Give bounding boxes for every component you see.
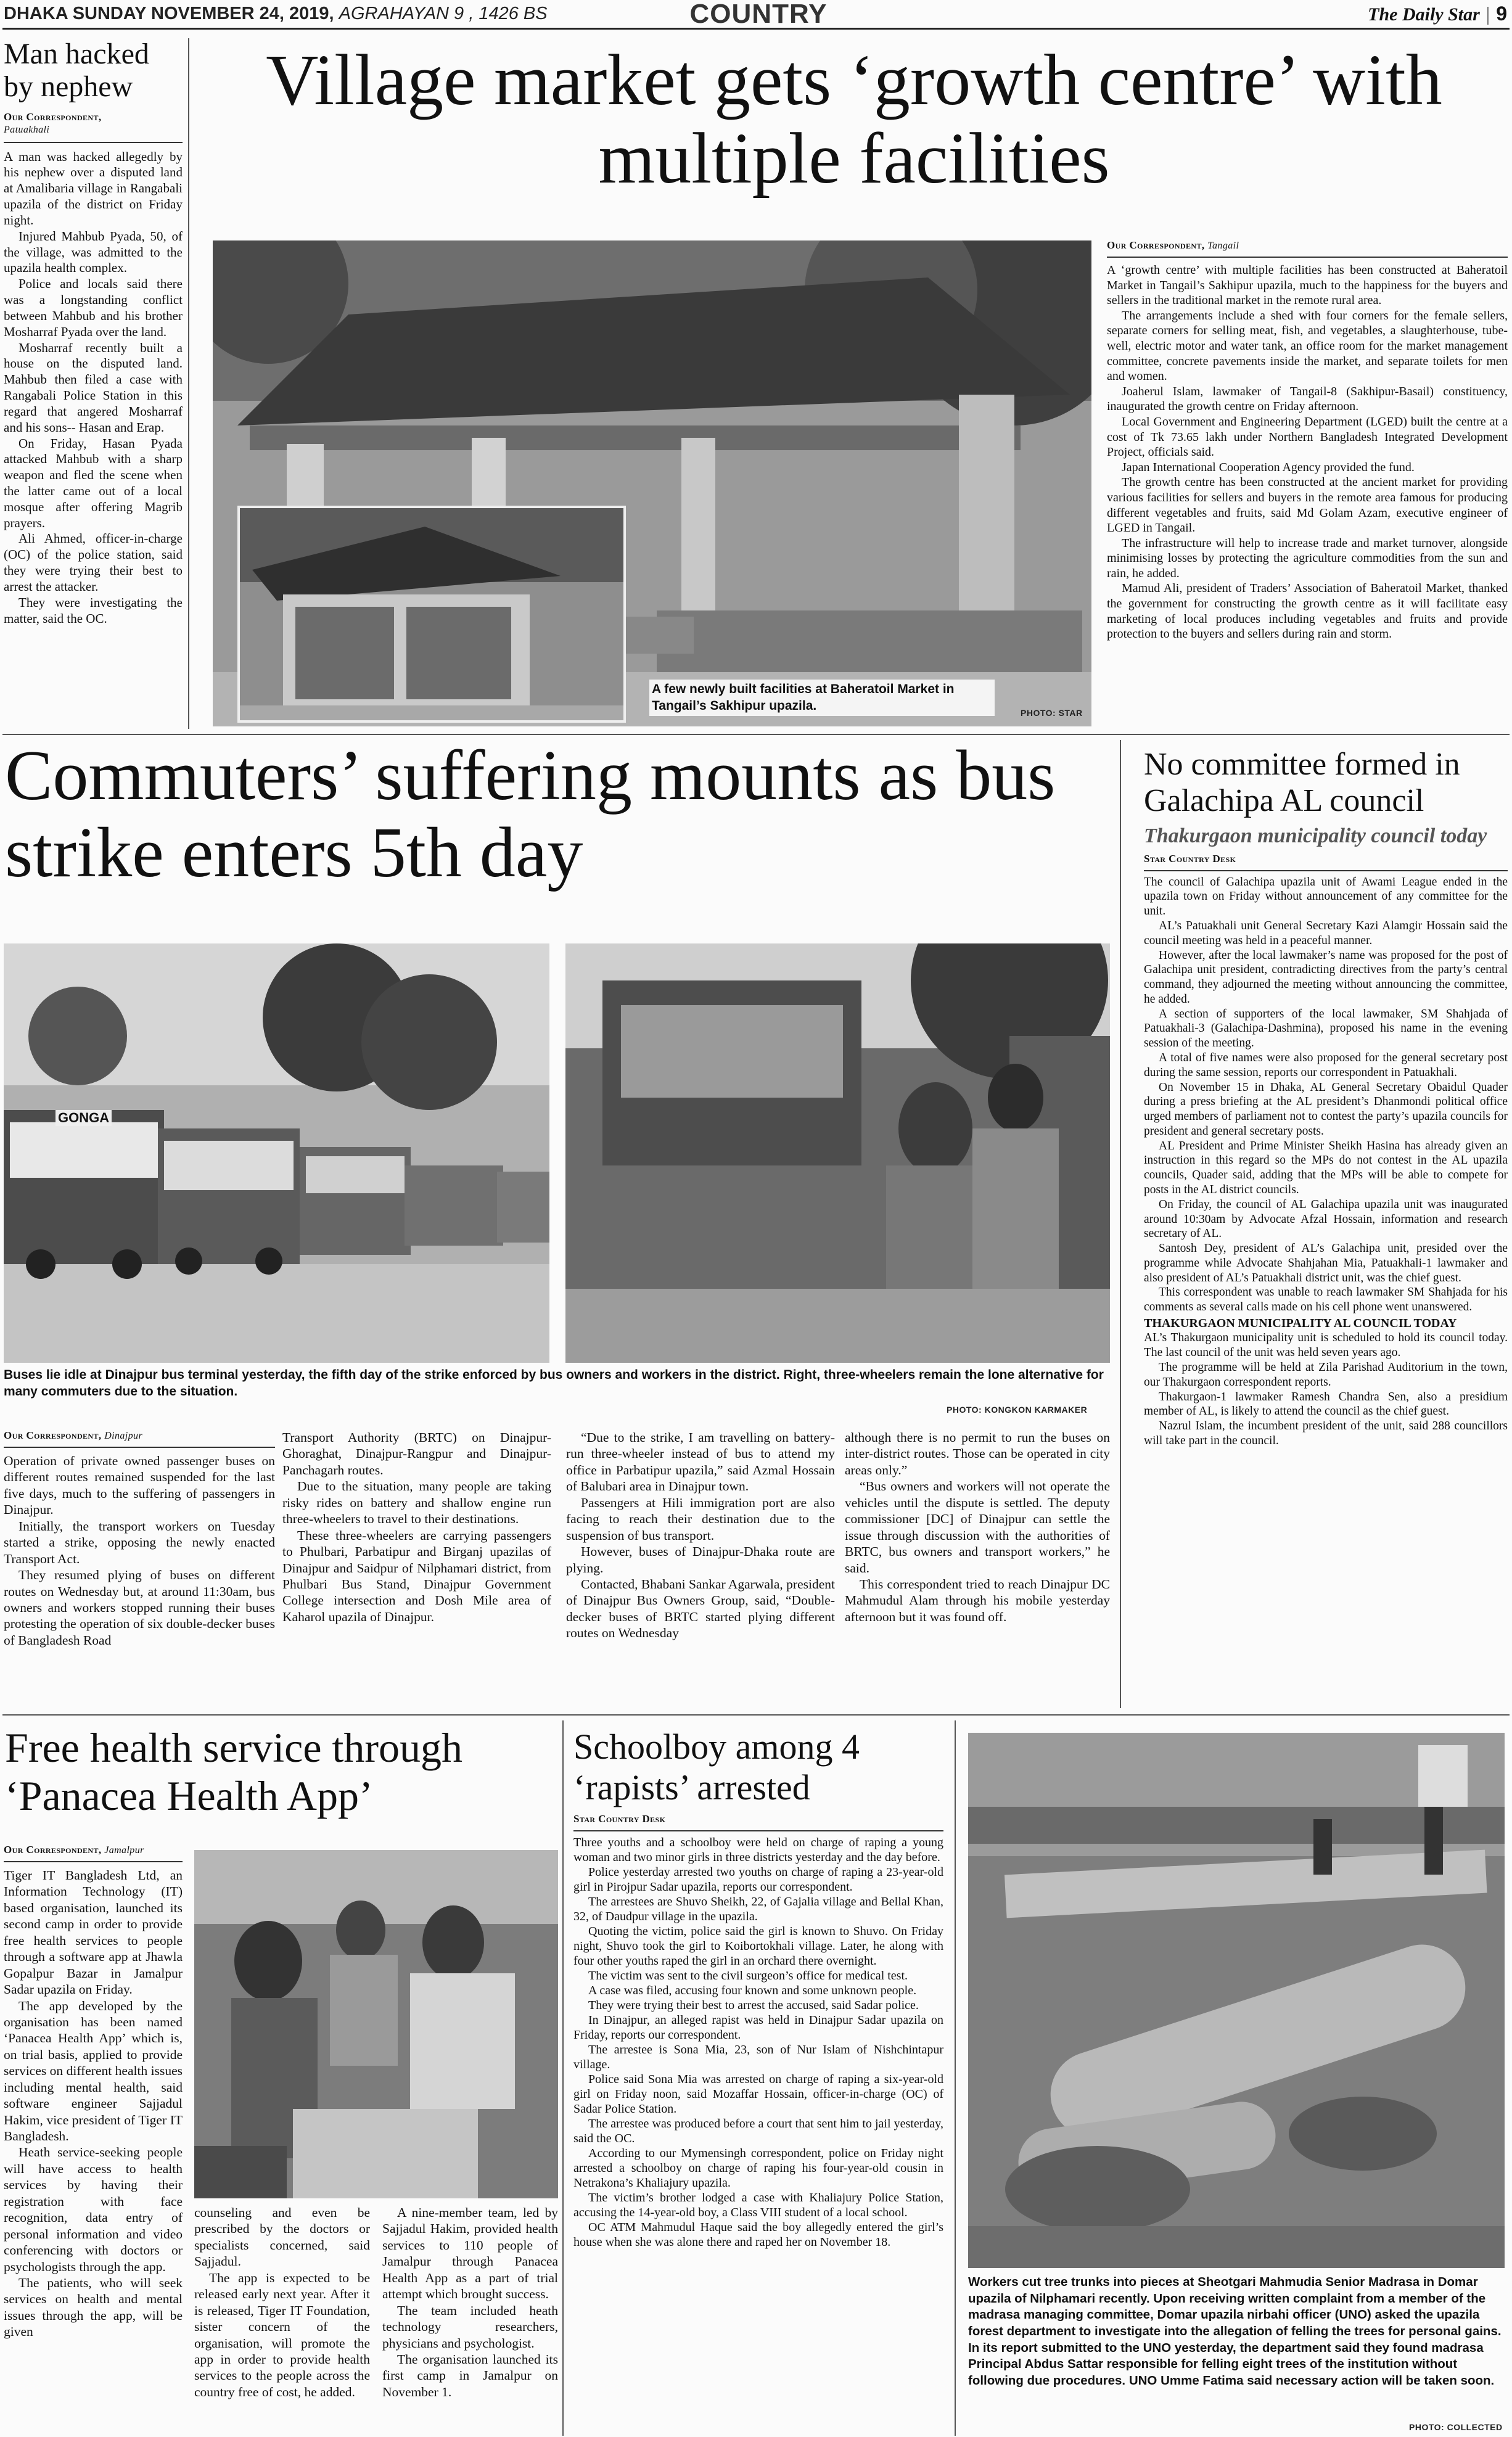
photo-idle-buses: [4, 943, 549, 1363]
paragraph: The app is expected to be released early next year. After it is released, Tiger IT Foundation, sister concern of the organisation, will promote the app in order to provide health services to the people across the country free of cost, he added.: [194, 2270, 370, 2399]
byline-location: Tangail: [1207, 240, 1239, 251]
byline-text: Our Correspondent,: [1107, 239, 1205, 251]
paragraph: The team included heath technology researchers, physicians and psychologist.: [382, 2303, 558, 2351]
paragraph: Local Government and Engineering Department (LGED) built the centre at a cost of Tk 73.65 lakh under Northern Bangladesh Integrated Development Project, officials said.: [1107, 414, 1508, 459]
byline-location: Jamalpur: [104, 1845, 144, 1855]
headline-health-app: Free health service through ‘Panacea Health App’: [5, 1724, 463, 1819]
paragraph: AL President and Prime Minister Sheikh Hasina has already given an instruction in this regard so the MPs do not contest in the AL upazila councils, Quader said, adding that the MPs will be able to compete for posts in the AL district councils.: [1144, 1139, 1508, 1197]
headline-village-market: Village market gets ‘growth centre’ with multiple facilities: [266, 39, 1442, 199]
paragraph: Due to the situation, many people are taking risky rides on battery and shallow engine run three-wheelers to travel to their destinations.: [282, 1479, 551, 1527]
paragraph: On Friday, the council of AL Galachipa upazila unit was inaugurated around 10:30am by Advocate Afzal Hossain, information and research secretary of AL.: [1144, 1198, 1508, 1241]
body-bus-strike-col-1: [4, 1453, 275, 1648]
byline-location: Patuakhali: [4, 124, 50, 135]
byline-text: Our Correspondent,: [4, 110, 102, 123]
folio-bangla-date: AGRAHAYAN 9 , 1426 BS: [339, 4, 548, 23]
photo-market-shed: [213, 240, 1091, 726]
paragraph: OC ATM Mahmudul Haque said the boy allegedly entered the girl’s house when she was alone there and raped her on November 18.: [573, 2221, 943, 2250]
photo-health-camp: [194, 1850, 558, 2198]
body-health-app-col-1: [4, 1867, 183, 2340]
caption-tree-felling: Workers cut tree trunks into pieces at Sheotgari Mahmudia Senior Madrasa in Domar upazila of Nilphamari recently. Upon receiving written complaint from a member of the madrasa managing committee, Domar upazila nirbahi officer (UNO) asked the upazila forest department to investigate into the allegation of felling the trees for personal gains. In its report submitted to the UNO yesterday, the department said they found madrasa Principal Abdus Sattar responsible for felling eight trees of the institution without following due procedures. UNO Umme Fatima said necessary action will be taken soon.: [968, 2275, 1502, 2388]
paragraph: They resumed plying of buses on different routes on Wednesday but, at around 11:30am, bus owners and workers stopped running their buses protesting the operation of six double-decker buses of Bangladesh Road: [4, 1568, 275, 1648]
body-village-market: [1107, 263, 1508, 642]
paragraph: The infrastructure will help to increase trade and market turnover, alongside minimising losses by protecting the agriculture commodities from the sun and rain, he added.: [1107, 536, 1508, 580]
folio-city-date: DHAKA SUNDAY NOVEMBER 24, 2019,: [4, 4, 334, 23]
paragraph: The growth centre has been constructed at the ancient market for providing various facilities for sellers and buyers in the remote area famous for producing different vegetables and fruits, said Md Golam Azam, executive engineer of LGED in Tangail.: [1107, 475, 1508, 535]
credit-tree-felling: PHOTO: COLLECTED: [1409, 2422, 1503, 2432]
byline-location: Dinajpur: [104, 1431, 143, 1441]
paragraph: The victim’s brother lodged a case with Khaliajury Police Station, accusing the 14-year-old boy, a Class VIII student of a local school.: [573, 2191, 943, 2220]
folio-date: [4, 4, 548, 24]
masthead-logo: The Daily Star: [1368, 4, 1480, 25]
paragraph: A man was hacked allegedly by his nephew over a disputed land at Amalibaria village in Rangabali upazila of the district on Friday night.: [4, 149, 183, 228]
inset-photo-kiosk: [237, 506, 626, 723]
byline-schoolboy: Star Country Desk: [573, 1813, 666, 1825]
paragraph: Ali Ahmed, officer-in-charge (OC) of the police station, said they were trying their best to arrest the attacker.: [4, 531, 183, 594]
paragraph: They were investigating the matter, said the OC.: [4, 594, 183, 626]
byline-village-market: [1107, 239, 1508, 252]
paragraph: Police said Sona Mia was arrested on charge of raping a six-year-old girl on Friday noon, said Mozaffar Hossain, officer-in-charge (OC) of Sadar Police Station.: [573, 2073, 943, 2116]
paragraph: This correspondent tried to reach Dinajpur DC Mahmudul Alam through his mobile yesterday afternoon but it was found off.: [845, 1576, 1110, 1624]
photo-tree-felling: [968, 1733, 1505, 2268]
body-bus-strike-col-2: [282, 1429, 551, 1625]
paragraph: “Bus owners and workers will not operate the vehicles until the dispute is settled. The deputy commissioner [DC] of Dinajpur can settle the issue through discussion with the authorities of BRTC, bus owners and transport workers,” he said.: [845, 1479, 1110, 1576]
paragraph: The patients, who will seek services on health and mental issues through the app, will be given: [4, 2275, 183, 2340]
paragraph: On November 15 in Dhaka, AL General Secretary Obaidul Quader during a press briefing at the AL president’s Dhanmondi political office urged members of parliament not to contest the party’s upazila councils for president and general secretary posts.: [1144, 1080, 1508, 1138]
paragraph: The arrestees are Shuvo Sheikh, 22, of Gajalia village and Bellal Khan, 32, of Daudpur village in the upazila.: [573, 1895, 943, 1924]
paragraph: A ‘growth centre’ with multiple facilities has been constructed at Baheratoil Market in Tangail’s Sakhipur upazila, much to the happiness for the buyers and sellers in the traditional market in the remote rural area.: [1107, 263, 1508, 308]
paragraph: Police yesterday arrested two youths on charge of raping a 23-year-old girl in Pirojpur Sadar upazila, reports our correspondent.: [573, 1865, 943, 1894]
body-galachipa: [1144, 875, 1508, 1315]
paragraph: AL’s Patuakhali unit General Secretary Kazi Alamgir Hossain said the council meeting was held in a peaceful manner.: [1144, 919, 1508, 947]
byline-health-app: [4, 1844, 183, 1856]
body-bus-strike-col-3: [566, 1429, 835, 1642]
byline-text: Our Correspondent,: [4, 1844, 102, 1855]
byline-man-hacked: [4, 111, 183, 136]
paragraph: The organisation launched its first camp in Jamalpur on November 1.: [382, 2351, 558, 2399]
paragraph: A case was filed, accusing four known and some unknown people.: [588, 1984, 917, 1998]
story-man-hacked: [4, 38, 183, 627]
paragraph: Passengers at Hili immigration port are also facing to reach their destination due to the suspension of bus transport.: [566, 1495, 835, 1543]
paragraph: Initially, the transport workers on Tuesday started a strike, opposing the newly enacted Transport Act.: [4, 1518, 275, 1566]
paragraph: AL’s Thakurgaon municipality unit is scheduled to hold its council today. The last council of the unit was held seven years ago.: [1144, 1331, 1508, 1360]
paragraph: The app developed by the organisation has been named ‘Panacea Health App’ which is, on trial basis, applied to provide services on different health issues including mental health, said software engineer Sajjadul Hakim, vice president of Tiger IT Bangladesh.: [4, 1998, 183, 2143]
paragraph: Quoting the victim, police said the girl is known to Shuvo. On Friday night, Shuvo took the girl to Koibortokhali village. Later, he along with four other youths raped the girl in an orchard there overnight.: [573, 1925, 943, 1968]
paragraph: Thakurgaon-1 lawmaker Ramesh Chandra Sen, also a presidium member of AL, is likely to attend the council as the chief guest.: [1144, 1390, 1508, 1418]
paragraph: They were trying their best to arrest the accused, said Sadar police.: [588, 1999, 919, 2013]
body-schoolboy: [573, 1835, 943, 2250]
byline-text: Our Correspondent,: [4, 1429, 102, 1441]
paragraph: The victim was sent to the civil surgeon’s office for medical test.: [588, 1969, 908, 1983]
paragraph: According to our Mymensingh correspondent, police on Friday night arrested a schoolboy on charge of raping his four-year-old cousin in Netrakona’s Khaliajury upazila.: [573, 2147, 943, 2190]
paragraph: Injured Mahbub Pyada, 50, of the village, was admitted to the upazila health complex.: [4, 228, 183, 276]
paragraph: However, after the local lawmaker’s name was proposed for the post of Galachipa unit president, contradicting directives from the party’s central command, they adjourned the meeting without announcing the committee, he added.: [1144, 948, 1508, 1006]
byline-bus-strike: [4, 1429, 275, 1442]
body-health-app-col-3: [382, 2205, 558, 2400]
paragraph: Santosh Dey, president of AL’s Galachipa unit, presided over the programme while Advocate Shahjahan Mia, Patuakhali-1 lawmaker and also president of AL’s Patuakhali district unit, was the chief guest.: [1144, 1242, 1508, 1284]
paragraph: Operation of private owned passenger buses on different routes remained suspended for the last five days, much to the suffering of passengers in Dinajpur.: [4, 1453, 275, 1518]
paragraph: In Dinajpur, an alleged rapist was held in Dinajpur Sadar upazila on Friday, reports our correspondent.: [573, 2013, 943, 2042]
subhead-galachipa: Thakurgaon municipality council today: [1144, 824, 1487, 847]
paragraph: A total of five names were also proposed for the general secretary post during the same session, reports our correspondent in Patuakhali.: [1144, 1051, 1508, 1079]
credit-village-market: PHOTO: STAR: [1021, 708, 1083, 718]
paragraph: Police and locals said there was a longstanding conflict between Mahbub and his brother Mosharraf Pyada over the land.: [4, 276, 183, 339]
credit-bus-strike: PHOTO: KONGKON KARMAKER: [947, 1405, 1088, 1415]
headline-man-hacked: Man hacked by nephew: [4, 38, 149, 103]
paragraph: The programme will be held at Zila Parishad Auditorium in the town, our Thakurgaon correspondent reports.: [1144, 1361, 1508, 1389]
paragraph: A section of supporters of the local lawmaker, SM Shahjada of Patuakhali-3 (Galachipa-Dashmina), proposed his name in the evening session of the meeting.: [1144, 1007, 1508, 1050]
paragraph: Japan International Cooperation Agency provided the fund.: [1122, 460, 1415, 474]
paragraph: Three youths and a schoolboy were held on charge of raping a young woman and two minor girls in three districts yesterday and the day before.: [573, 1836, 943, 1865]
health-app-col-1: [4, 1844, 183, 2340]
galachipa-sub-section: [1144, 1316, 1508, 1331]
paragraph: The arrangements include a shed with four corners for the female sellers, separate corners for selling meat, fish, and vegetables, a slaughterhouse, tube-well, electric motor and water tank, an office room for the market management committee, concrete pavements inside the market, and separate toilets for men and women.: [1107, 308, 1508, 384]
paragraph: These three-wheelers are carrying passengers to Phulbari, Parbatipur and Birganj upazilas of Dinajpur and Saidpur of Nilphamari district, from Phulbari Bus Stand, Dinajpur Government College intersection and Dosh Mile area of Kaharol upazila of Dinajpur.: [282, 1527, 551, 1624]
body-health-app-col-2: [194, 2205, 370, 2400]
story-village-market-text: [1107, 239, 1508, 642]
page-number: 9: [1496, 2, 1507, 25]
paragraph: Joaherul Islam, lawmaker of Tangail-8 (Sakhipur-Basail) constituency, inaugurated the growth centre on Friday afternoon.: [1107, 384, 1508, 414]
paragraph: On Friday, Hasan Pyada attacked Mahbub with a sharp weapon and fled the scene when the latter came out of a local mosque after offering Magrib prayers.: [4, 435, 183, 530]
paragraph: Mamud Ali, president of Traders’ Association of Baheratoil Market, thanked the government for constructing the growth centre as it will facilitate easy marketing of local produces including vegetables and fruits and provide protection to the buyers and sellers during rain and storm.: [1107, 582, 1508, 641]
paragraph: The council of Galachipa upazila unit of Awami League ended in the upazila town on Friday without announcement of any committee for the unit.: [1144, 875, 1508, 918]
body-bus-strike-col-4: [845, 1429, 1110, 1625]
caption-village-market: A few newly built facilities at Baheratoil Market in Tangail’s Sakhipur upazila.: [649, 680, 995, 716]
paragraph: counseling and even be prescribed by the doctors or specialists concerned, said Sajjadul.: [194, 2205, 370, 2269]
photo-three-wheelers: [565, 943, 1110, 1363]
body-galachipa-2: [1144, 1331, 1508, 1448]
section-title: COUNTRY: [689, 0, 828, 29]
story-schoolboy: [573, 1727, 943, 2250]
paragraph: Transport Authority (BRTC) on Dinajpur-Ghoraghat, Dinajpur-Rangpur and Dinajpur-Panchagarh routes.: [282, 1430, 551, 1477]
headline-bus-strike: Commuters’ suffering mounts as bus strike enters 5th day: [5, 736, 1056, 893]
caption-bus-strike: Buses lie idle at Dinajpur bus terminal yesterday, the fifth day of the strike enforced by bus owners and workers in the district. Right, three-wheelers remain the lone alternative for many commuters due to the situation.: [4, 1368, 1104, 1399]
folio-right: The Daily Star | 9: [1368, 2, 1507, 25]
paragraph: The arrestee is Sona Mia, 23, son of Nur Islam of Nishchintapur village.: [573, 2043, 943, 2072]
bus-strike-col-1: [4, 1429, 275, 1648]
paragraph: The arrestee was produced before a court that sent him to jail yesterday, said the OC.: [573, 2117, 943, 2146]
paragraph: A nine-member team, led by Sajjadul Hakim, provided health services to 110 people of Jamalpur through Panacea Health App as a part of trial attempt which brought success.: [382, 2205, 558, 2302]
byline-galachipa: Star Country Desk: [1144, 852, 1236, 865]
paragraph: Nazrul Islam, the incumbent president of the unit, said 288 councillors will take part in the council.: [1144, 1420, 1508, 1447]
headline-galachipa: No committee formed in Galachipa AL council: [1144, 747, 1460, 819]
paragraph: although there is no permit to run the buses on inter-district routes. Those can be operated in city areas only.”: [845, 1430, 1110, 1477]
paragraph: Heath service-seeking people will have access to health services by having their registration with face recognition, data entry of personal information and video conferencing with doctors or psychologists through the app.: [4, 2145, 183, 2274]
paragraph: Mosharraf recently built a house on the disputed land. Mahbub then filed a case with Rangabali Police Station in this regard that angered Mosharraf and his sons-- Hasan and Erap.: [4, 340, 183, 435]
subheading-thakurgaon: THAKURGAON MUNICIPALITY AL COUNCIL TODAY: [1144, 1317, 1457, 1331]
story-galachipa: [1144, 746, 1508, 1449]
paragraph: This correspondent was unable to reach lawmaker SM Shahjada for his comments as several calls made on his cell phone went unanswered.: [1144, 1286, 1508, 1314]
paragraph: Contacted, Bhabani Sankar Agarwala, president of Dinajpur Bus Owners Group, said, “Double-decker buses of BRTC started plying different routes on Wednesday: [566, 1576, 835, 1641]
paragraph: Tiger IT Bangladesh Ltd, an Information Technology (IT) based organisation, launched its second camp in order to provide free health services to people through a software app at Jhawla Gopalpur Bazar in Jamalpur Sadar upazila on Friday.: [4, 1868, 183, 1997]
headline-schoolboy: Schoolboy among 4 ‘rapists’ arrested: [573, 1727, 860, 1808]
bus-sign: GONGA: [55, 1110, 112, 1126]
body-man-hacked: [4, 149, 183, 627]
paragraph: “Due to the strike, I am travelling on battery-run three-wheeler instead of bus to attend my office in Parbatipur upazila,” said Azmal Hossain of Balubari area in Dinajpur town.: [566, 1430, 835, 1494]
paragraph: However, buses of Dinajpur-Dhaka route are plying.: [566, 1544, 835, 1576]
